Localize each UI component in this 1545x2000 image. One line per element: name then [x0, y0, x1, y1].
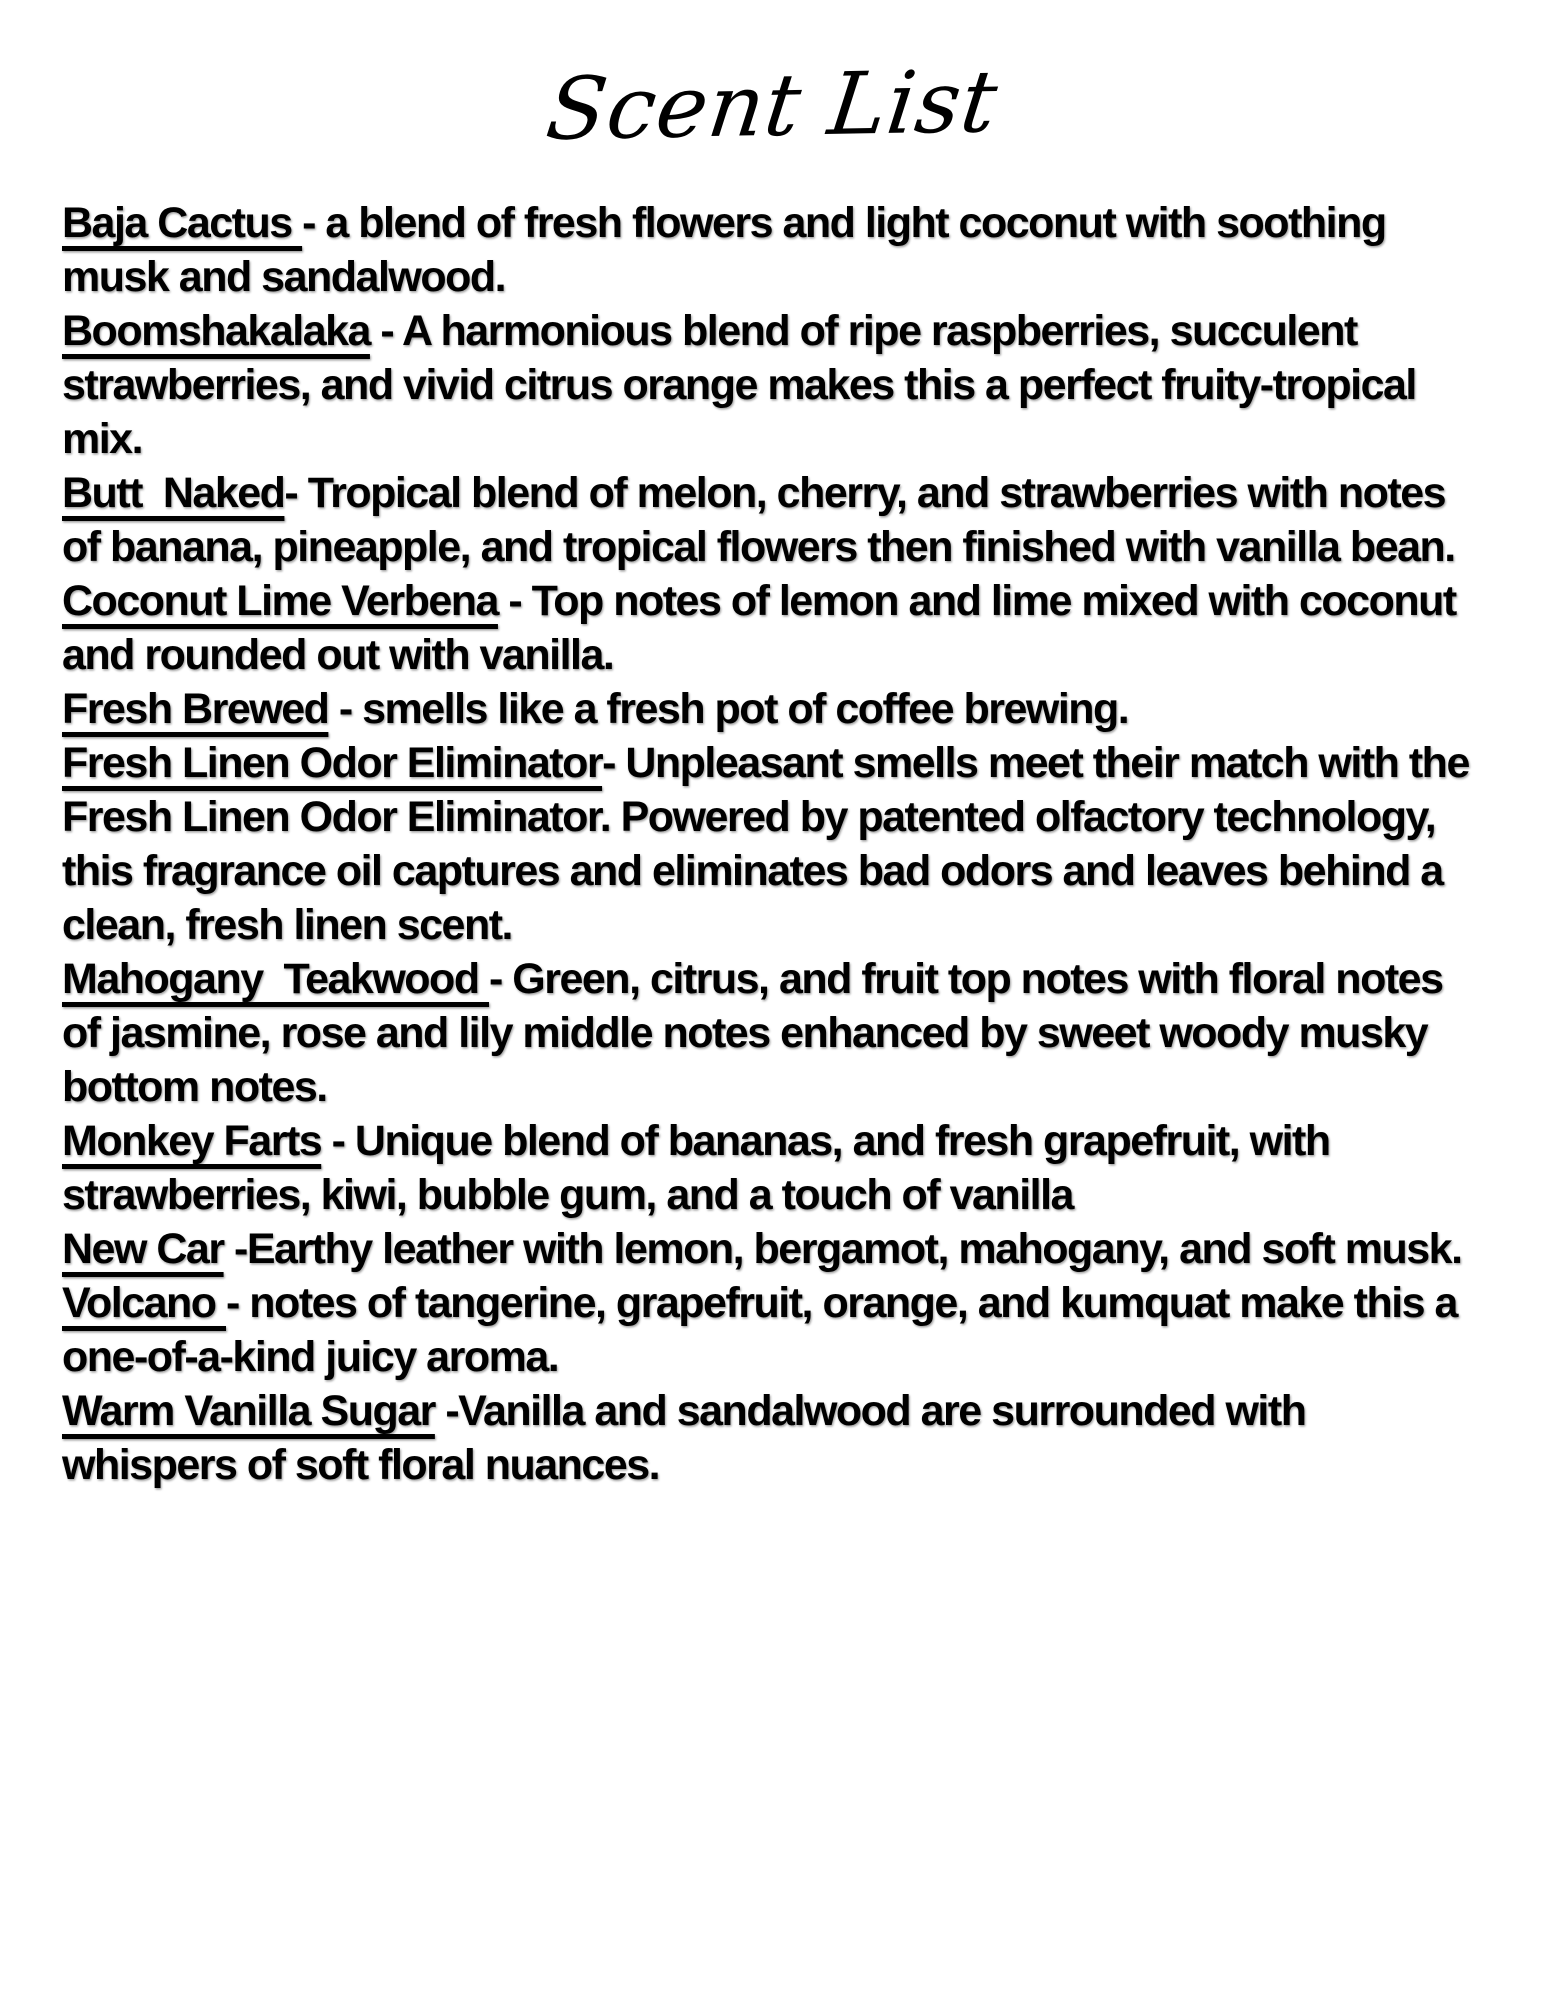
scent-name: Fresh Linen Odor Eliminator	[62, 739, 603, 787]
scent-entry	[62, 1384, 1487, 1492]
page-title-text: Scent List	[541, 52, 1004, 160]
scent-description: - smells like a fresh pot of coffee brewing.	[328, 685, 1129, 733]
scent-entry	[62, 682, 1487, 736]
scent-description: - A harmonious blend of ripe raspberries, succulent strawberries, and vivid citrus orange makes this a perfect fruity-tropical mix.	[62, 307, 1427, 463]
scent-entry	[62, 952, 1487, 1114]
scent-name: Fresh Brewed	[62, 685, 329, 733]
scent-name: New Car	[62, 1225, 224, 1273]
scent-name: Warm Vanilla Sugar	[62, 1387, 435, 1435]
scent-description: - Tropical blend of melon, cherry, and strawberries with notes of banana, pineapple, and tropical flowers then finished with vanilla bean.	[62, 469, 1456, 571]
scent-entry	[62, 1222, 1487, 1276]
scent-description: -Earthy leather with lemon, bergamot, mahogany, and soft musk.	[223, 1225, 1462, 1273]
scent-entry	[62, 574, 1487, 682]
scent-list	[62, 196, 1487, 1492]
scent-description: - notes of tangerine, grapefruit, orange, and kumquat make this a one-of-a-kind juicy aroma.	[62, 1279, 1468, 1381]
scent-name: Baja Cactus	[62, 199, 303, 247]
scent-name: Monkey Farts	[62, 1117, 322, 1165]
scent-name: Butt Naked	[62, 469, 285, 517]
scent-description: - Green, citrus, and fruit top notes with floral notes of jasmine, rose and lily middle notes enhanced by sweet woody musky bottom notes.	[62, 955, 1453, 1111]
scent-description: - Unique blend of bananas, and fresh grapefruit, with strawberries, kiwi, bubble gum, and a touch of vanilla	[62, 1117, 1341, 1219]
scent-entry	[62, 196, 1487, 304]
scent-description: -Vanilla and sandalwood are surrounded with whispers of soft floral nuances.	[62, 1387, 1316, 1489]
scent-entry	[62, 1276, 1487, 1384]
scent-entry	[62, 736, 1487, 952]
scent-description: - Top notes of lemon and lime mixed with coconut and rounded out with vanilla.	[62, 577, 1467, 679]
scent-name: Mahogany Teakwood	[62, 955, 490, 1003]
scent-entry	[62, 304, 1487, 466]
scent-name: Coconut Lime Verbena	[62, 577, 498, 625]
page-title	[0, 52, 1545, 160]
scent-name: Boomshakalaka	[62, 307, 370, 355]
scent-description: - Unpleasant smells meet their match with the Fresh Linen Odor Eliminator. Powered by patented olfactory technology, this fragrance oil captures and eliminates bad odors and leaves behind a clean, fresh linen scent.	[62, 739, 1480, 949]
scent-name: Volcano	[62, 1279, 227, 1327]
scent-entry	[62, 466, 1487, 574]
scent-description: - a blend of fresh flowers and light coconut with soothing musk and sandalwood.	[62, 199, 1397, 301]
scent-entry	[62, 1114, 1487, 1222]
